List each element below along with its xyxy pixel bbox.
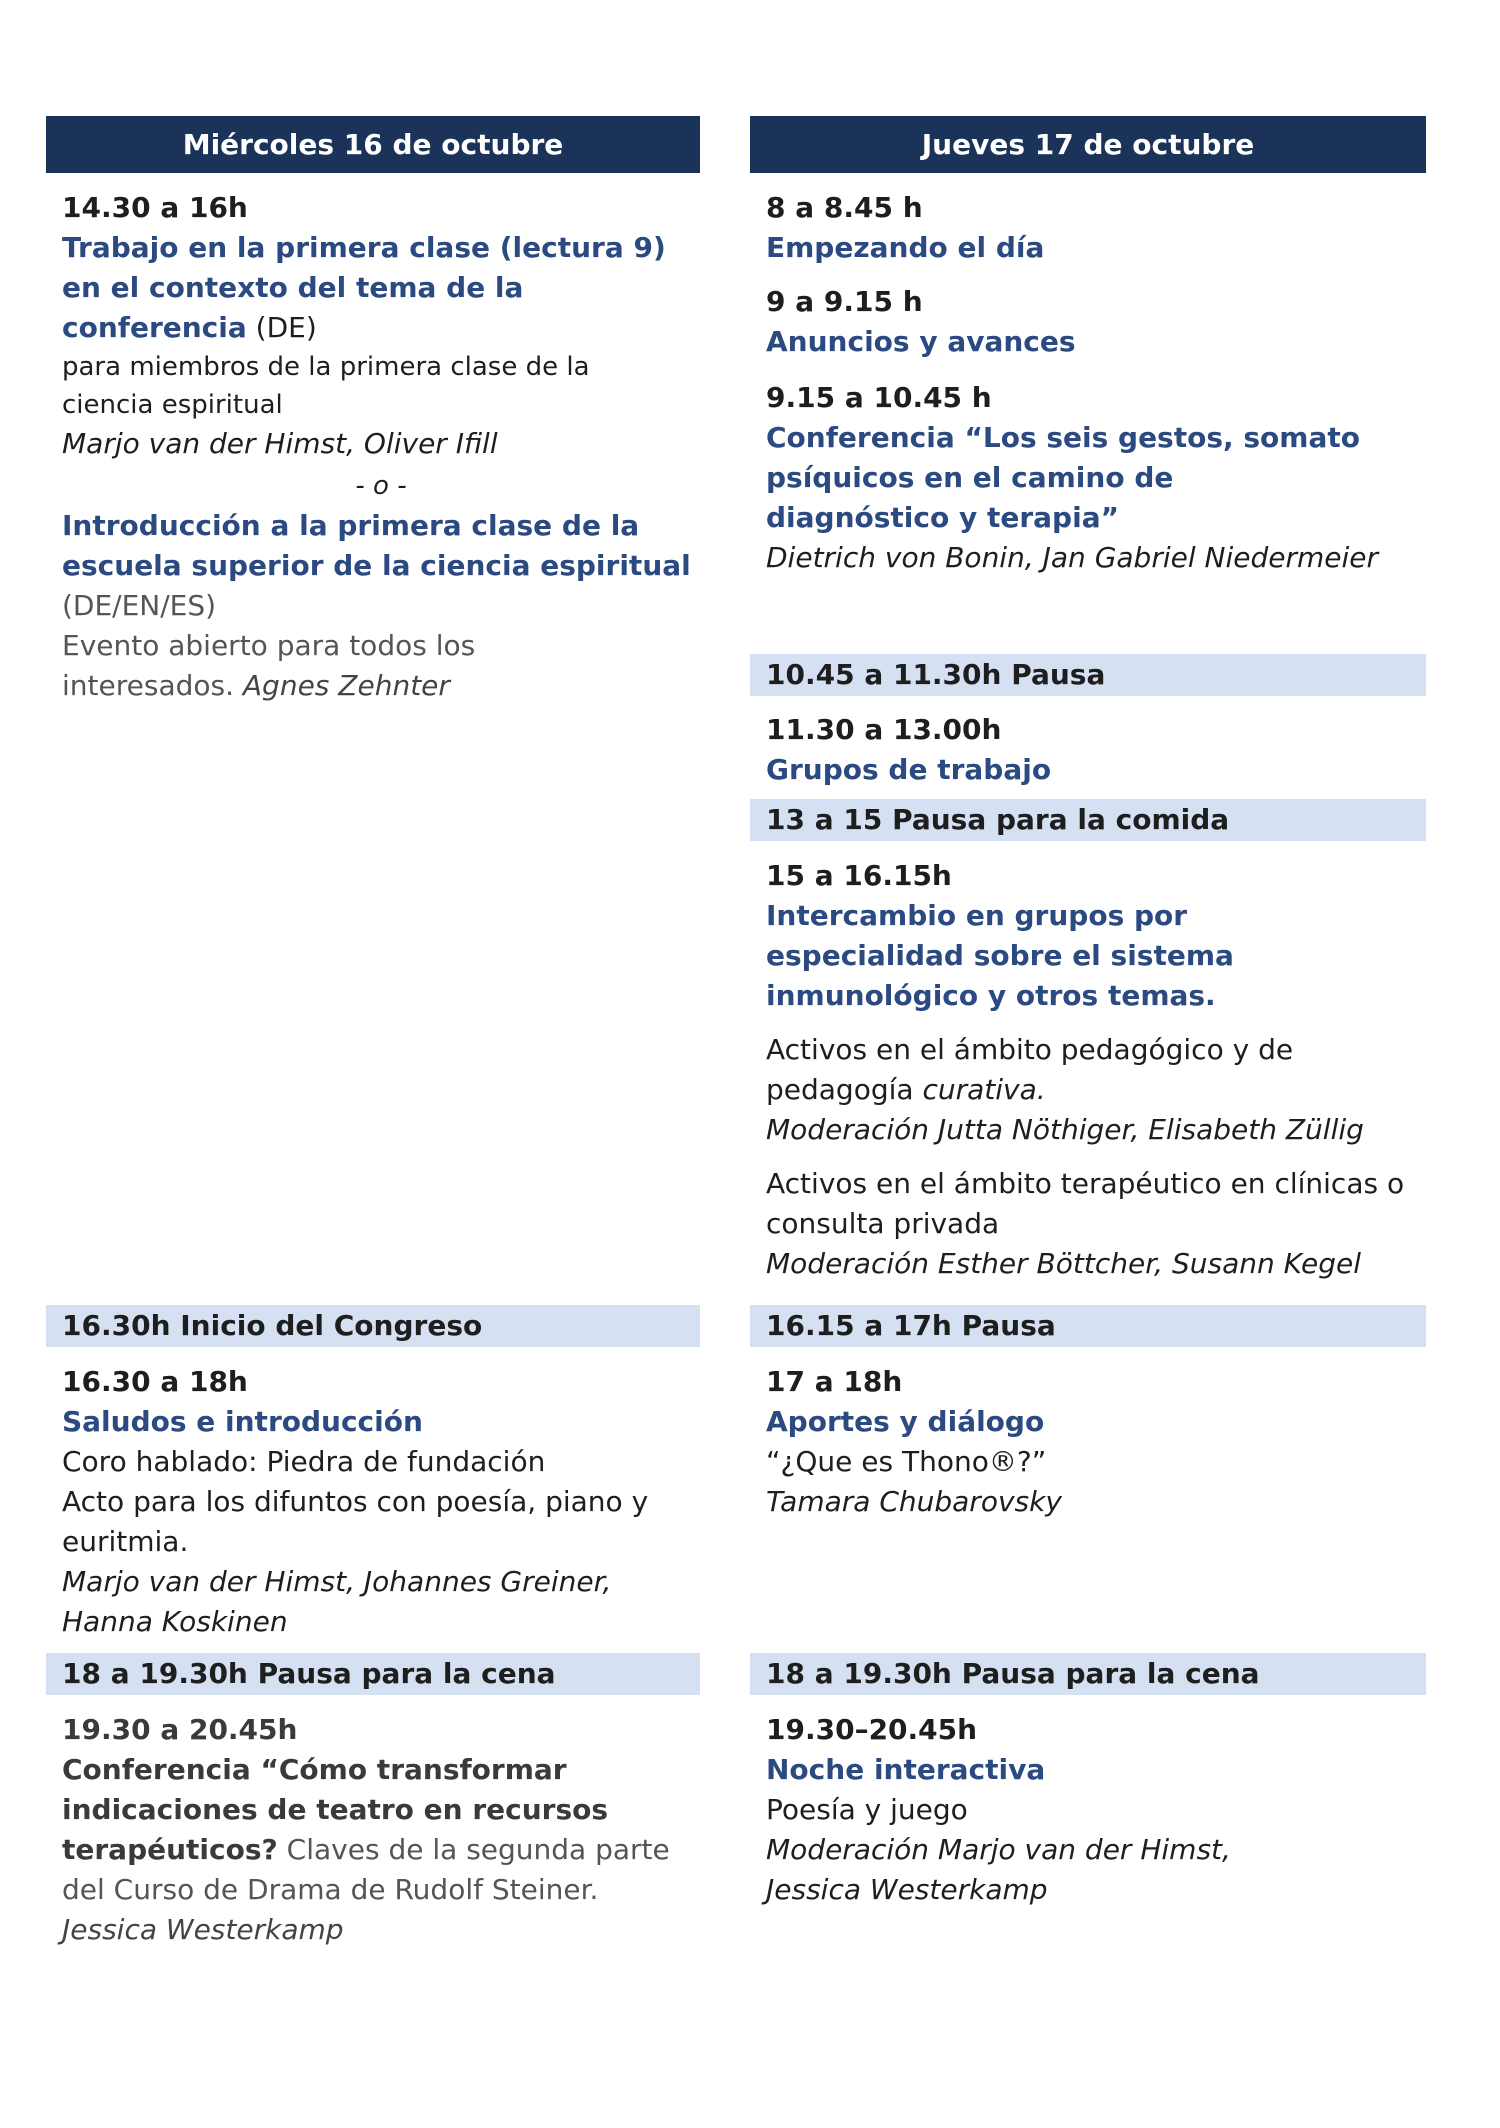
session-line: Coro hablado: Piedra de fundación bbox=[62, 1445, 546, 1478]
session-people: Jessica Westerkamp bbox=[62, 1913, 344, 1946]
session-title: Empezando el día bbox=[766, 231, 1045, 264]
session-0800 bbox=[750, 188, 1426, 268]
session-language: (DE) bbox=[246, 311, 317, 344]
break-bar-start-congress: 16.30h Inicio del Congreso bbox=[46, 1305, 700, 1347]
day-header-thursday: Jueves 17 de octubre bbox=[750, 116, 1426, 173]
session-time: 17 a 18h bbox=[766, 1365, 903, 1398]
session-title: Intercambio en grupos por especialidad sobre el sistema inmunológico y otros temas. bbox=[766, 899, 1234, 1012]
separator: - o - bbox=[355, 471, 407, 501]
group-description: Activos en el ámbito terapéutico en clínicas o consulta privada bbox=[766, 1167, 1405, 1240]
break-bar-pause: 16.15 a 17h Pausa bbox=[750, 1305, 1426, 1347]
session-description: Claves de la segunda parte del Curso de Drama de Rudolf Steiner. bbox=[62, 1833, 670, 1906]
break-bar-pause: 10.45 a 11.30h Pausa bbox=[750, 654, 1426, 696]
session-title: Saludos e introducción bbox=[62, 1405, 423, 1438]
session-time: 9 a 9.15 h bbox=[766, 285, 923, 318]
session-title-b: Introducción a la primera clase de la escuela superior de la ciencia espiritual bbox=[62, 509, 691, 582]
session-title: Aportes y diálogo bbox=[766, 1405, 1045, 1438]
session-time: 16.30 a 18h bbox=[62, 1365, 248, 1398]
group-moderators: Moderación Jutta Nöthiger, Elisabeth Züllig bbox=[766, 1113, 1364, 1146]
group-description bbox=[766, 1030, 1326, 1110]
session-line: Acto para los difuntos con poesía, piano y euritmia. bbox=[62, 1485, 649, 1558]
session-1430 bbox=[46, 188, 700, 706]
session-1500 bbox=[750, 856, 1426, 1284]
session-people: Moderación Marjo van der Himst, Jessica Westerkamp bbox=[766, 1833, 1231, 1906]
session-title: Grupos de trabajo bbox=[766, 753, 1052, 786]
session-1930 bbox=[46, 1710, 700, 1950]
session-people: Dietrich von Bonin, Jan Gabriel Niedermeier bbox=[766, 541, 1379, 574]
day-header-wednesday: Miércoles 16 de octubre bbox=[46, 116, 700, 173]
session-0900 bbox=[750, 282, 1426, 362]
session-people: Marjo van der Himst, Johannes Greiner, Hanna Koskinen bbox=[62, 1565, 612, 1638]
session-people-b: Agnes Zehnter bbox=[242, 669, 450, 702]
session-1630 bbox=[46, 1362, 700, 1642]
break-bar-dinner: 18 a 19.30h Pausa para la cena bbox=[750, 1653, 1426, 1695]
break-bar-dinner: 18 a 19.30h Pausa para la cena bbox=[46, 1653, 700, 1695]
session-time: 14.30 a 16h bbox=[62, 191, 248, 224]
session-time: 19.30–20.45h bbox=[766, 1713, 978, 1746]
session-people: Marjo van der Himst, Oliver Ifill bbox=[62, 427, 498, 460]
session-title: Anuncios y avances bbox=[766, 325, 1076, 358]
session-description: para miembros de la primera clase de la ciencia espiritual bbox=[62, 352, 590, 420]
session-title-block-b bbox=[62, 506, 700, 626]
session-title: Conferencia “Los seis gestos, somato psíquicos en el camino de diagnóstico y terapia” bbox=[766, 421, 1360, 534]
session-description-text: Evento abierto para todos los interesados. bbox=[62, 629, 476, 702]
session-description-b bbox=[62, 626, 502, 706]
column-wednesday bbox=[46, 116, 700, 1946]
session-line: “¿Que es Thono®?” bbox=[766, 1445, 1047, 1478]
break-bar-lunch: 13 a 15 Pausa para la comida bbox=[750, 799, 1426, 841]
session-1930-thursday bbox=[750, 1710, 1426, 1910]
session-time: 15 a 16.15h bbox=[766, 859, 952, 892]
session-0915 bbox=[750, 378, 1426, 578]
session-1700 bbox=[750, 1362, 1426, 1522]
session-title: Conferencia “Cómo transformar indicaciones de teatro en recursos terapéuticos? bbox=[62, 1753, 609, 1866]
session-people: Tamara Chubarovsky bbox=[766, 1485, 1062, 1518]
group-text-italic: curativa. bbox=[922, 1073, 1046, 1106]
session-time: 11.30 a 13.00h bbox=[766, 713, 1002, 746]
session-1130 bbox=[750, 710, 1426, 790]
session-time: 9.15 a 10.45 h bbox=[766, 381, 992, 414]
column-thursday bbox=[750, 116, 1426, 1906]
session-title: Noche interactiva bbox=[766, 1753, 1046, 1786]
session-title-block bbox=[62, 228, 700, 348]
session-line: Poesía y juego bbox=[766, 1793, 968, 1826]
group-text: Activos en el ámbito pedagógico y de pedagogía bbox=[766, 1033, 1294, 1106]
session-language-b: (DE/EN/ES) bbox=[62, 589, 217, 622]
session-title-block bbox=[62, 1750, 692, 1910]
session-title: Trabajo en la primera clase (lectura 9) en el contexto del tema de la conferencia bbox=[62, 231, 666, 344]
session-time: 8 a 8.45 h bbox=[766, 191, 923, 224]
session-time: 19.30 a 20.45h bbox=[62, 1713, 298, 1746]
group-moderators: Moderación Esther Böttcher, Susann Kegel bbox=[766, 1247, 1361, 1280]
